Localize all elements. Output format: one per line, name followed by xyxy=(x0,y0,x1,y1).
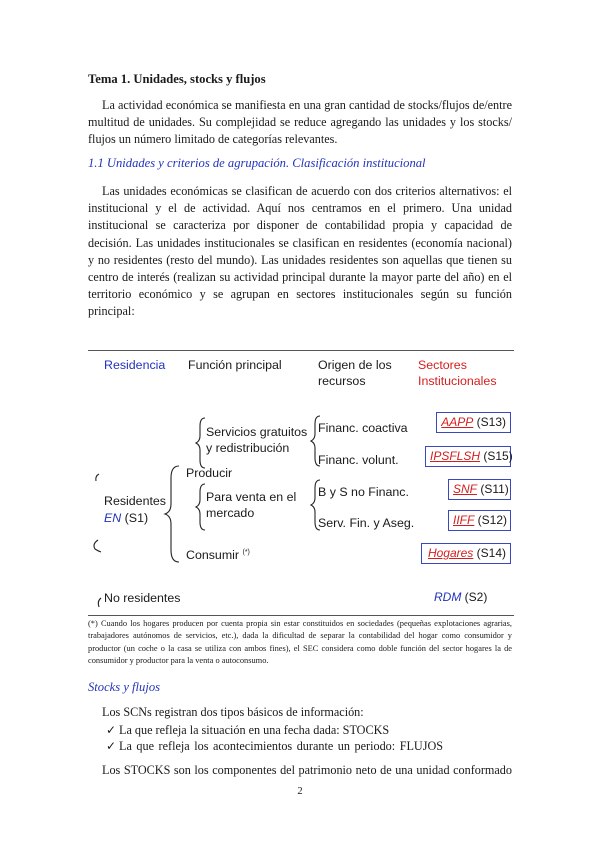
stocks-item-text-1: La que refleja la situación en una fecha dada: STOCKS xyxy=(119,723,390,737)
header-sectores-2: Institucionales xyxy=(418,374,497,388)
header-origen-1: Origen de los xyxy=(318,358,392,372)
residencia-brace-bottom xyxy=(98,598,101,607)
servicios-label-2: y redistribución xyxy=(206,441,290,455)
venta-label-1: Para venta en el xyxy=(206,490,297,504)
stocks-list-item-2 xyxy=(106,738,512,754)
consumir-text: Consumir xyxy=(186,548,240,563)
producir-label: Producir xyxy=(186,466,233,480)
section-title: 1.1 Unidades y criterios de agrupación. Clasificación institucional xyxy=(88,156,426,170)
sector-ipsflsh-code: (S15) xyxy=(483,449,513,463)
residentes-label: Residentes xyxy=(104,494,166,508)
stocks-lead-text: Los SCNs registran dos tipos básicos de información: xyxy=(102,705,364,719)
servicios-label-1: Servicios gratuitos xyxy=(206,425,308,439)
serv-fin-label: Serv. Fin. y Aseg. xyxy=(318,516,415,530)
financ-volunt-label: Financ. volunt. xyxy=(318,453,399,467)
sector-iiff-code: (S12) xyxy=(477,513,508,527)
stocks-list-item-1 xyxy=(106,722,512,738)
mercado-origin-brace xyxy=(311,480,320,530)
financ-coactiva-label: Financ. coactiva xyxy=(318,421,408,435)
sector-rdm-code: (S2) xyxy=(464,590,488,604)
no-residentes-label: No residentes xyxy=(104,591,181,605)
stocks-list xyxy=(106,722,512,755)
residencia-brace-top xyxy=(96,474,99,481)
sector-snf-code: (S11) xyxy=(480,482,509,496)
stocks-lead xyxy=(88,704,512,721)
section-text: Las unidades económicas se clasifican de acuerdo con dos criterios alternativos: el institucional y el de actividad. Aquí nos centramos en el primero. Una unidad institucional se caracteriza por disponer de contabilidad propia y capacidad de decisión. Las unidades institucionales se clasifican en residentes (economía nacional) y no residentes (resto del mundo). Las unidades residentes son aquellas que tienen su centro de interés (realizan su actividad principal durante la mayor parte del año) en el territorio económico y se agrupan en sectores institucionales según su función principal: xyxy=(88,184,512,319)
header-funcion: Función principal xyxy=(188,358,282,372)
check-icon: ✓ xyxy=(106,723,117,737)
stocks-item-text-2: La que refleja los acontecimientos durante un periodo: FLUJOS xyxy=(119,739,444,754)
sector-snf: SNF xyxy=(453,482,477,496)
funcion-brace xyxy=(165,466,179,562)
topic-title: Tema 1. Unidades, stocks y flujos xyxy=(88,72,266,86)
servicios-origin-brace xyxy=(311,416,320,466)
footnote: (*) Cuando los hogares producen por cuenta propia sin estar constituidos en sociedades (pequeñas explotaciones agrarias, trabajadores autónomos de servicios, etc.), dada la dificultad de separar la contabilidad del hogar como consumidor y productor (un coche o la casa se utiliza con ambos fines), el SEC considera como doble función del sector hogares la de consumidor y productor para la venta o autoconsumo. xyxy=(88,619,512,666)
intro-text: La actividad económica se manifiesta en una gran cantidad de stocks/flujos de/entre multitud de unidades. Su complejidad se reduce agregando las unidades y los stocks/ flujos un número limitado de categorías relevantes. xyxy=(88,98,512,147)
diagram-bottom-rule xyxy=(88,615,514,616)
producir-brace xyxy=(196,418,205,468)
sector-ipsflsh: IPSFLSH xyxy=(430,449,481,463)
consumir-footnote-mark: (*) xyxy=(242,549,250,556)
header-sectores-1: Sectores xyxy=(418,358,467,372)
sector-aapp-code: (S13) xyxy=(476,415,506,429)
header-origen-2: recursos xyxy=(318,374,366,388)
residencia-brace-mid xyxy=(94,540,101,552)
sector-aapp: AAPP xyxy=(441,415,474,429)
stocks-last xyxy=(88,762,512,779)
stocks-last-text: Los STOCKS son los componentes del patrimonio neto de una unidad conformado xyxy=(102,763,512,777)
check-icon: ✓ xyxy=(106,739,117,754)
stocks-title: Stocks y flujos xyxy=(88,680,161,694)
page-number: 2 xyxy=(297,786,303,797)
header-residencia: Residencia xyxy=(104,358,166,372)
bys-label: B y S no Financ. xyxy=(318,485,409,499)
sector-hogares: Hogares xyxy=(427,546,474,560)
sector-rdm: RDM xyxy=(434,590,462,604)
venta-brace xyxy=(196,484,205,530)
sector-hogares-code: (S14) xyxy=(476,546,506,560)
venta-label-2: mercado xyxy=(206,506,255,520)
sector-iiff: IIFF xyxy=(453,513,475,527)
en-code: (S1) xyxy=(124,511,149,525)
en-abbrev: EN xyxy=(104,511,122,525)
